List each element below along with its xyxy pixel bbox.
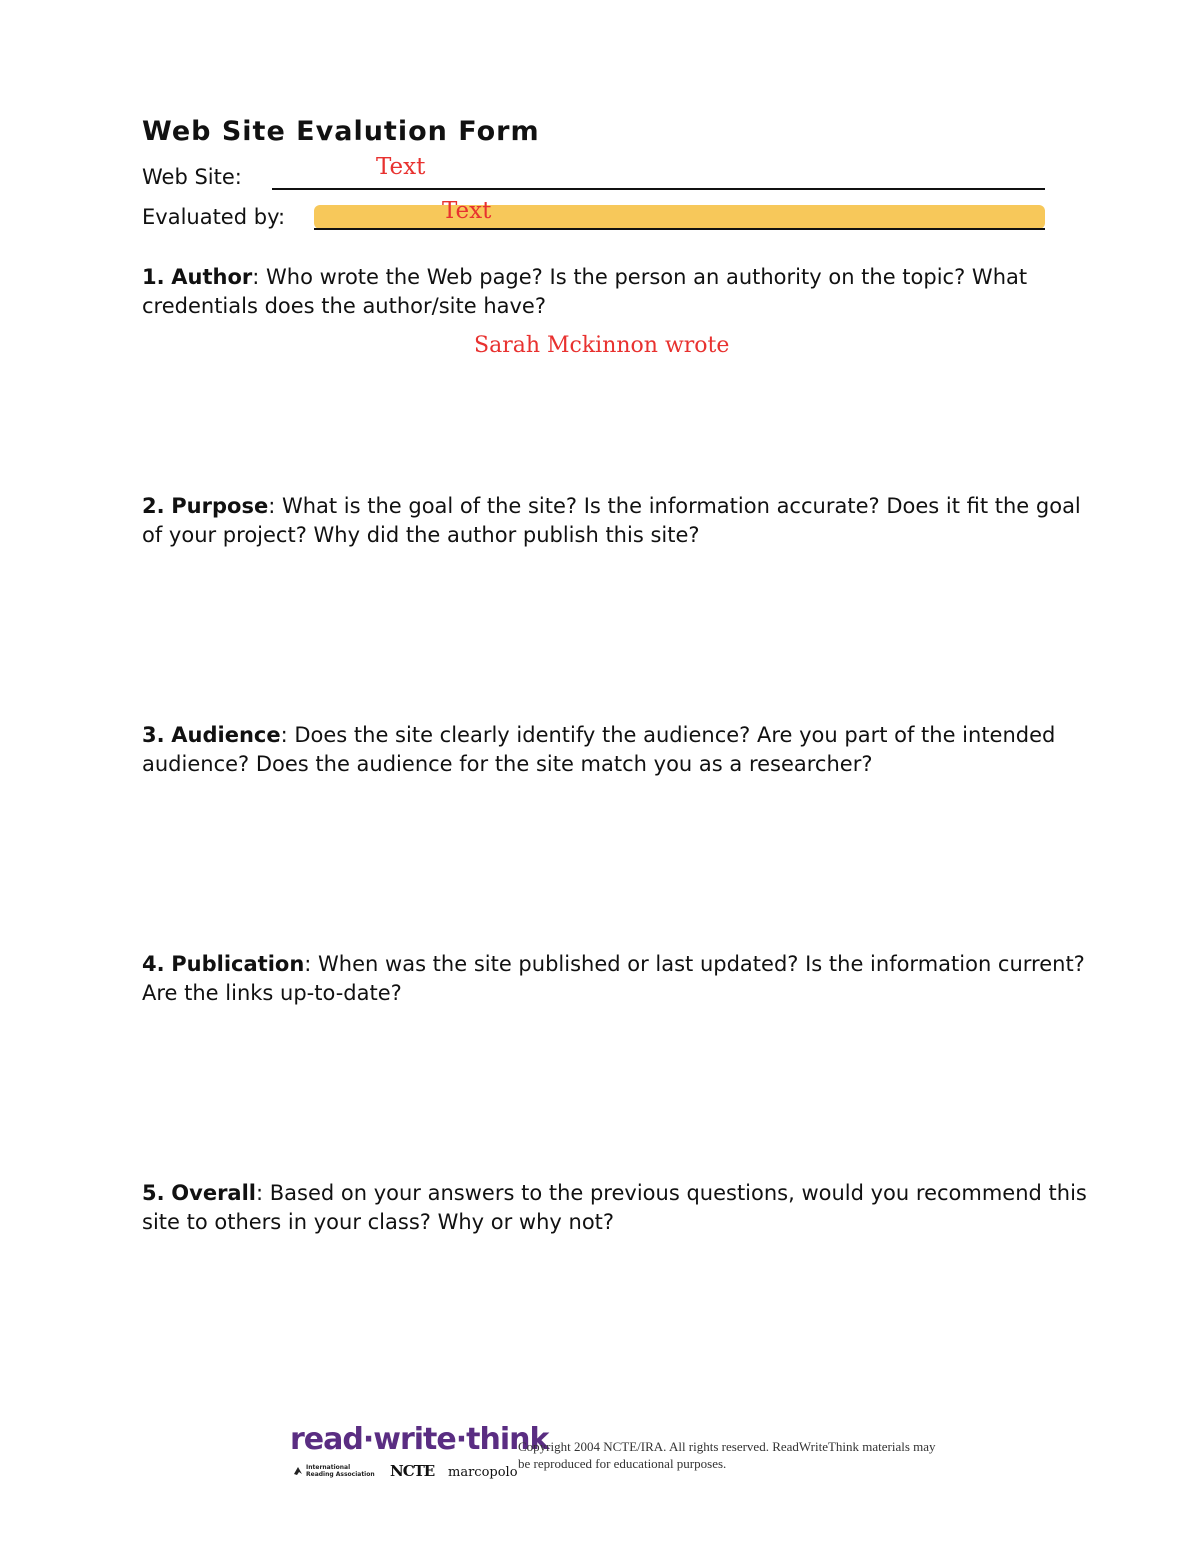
question-number: 1. [142, 265, 165, 289]
question-publication [142, 950, 1092, 1008]
question-text: : What is the goal of the site? Is the information accurate? Does it fit the goal of your project? Why did the author publish this site? [142, 494, 1081, 547]
question-heading: Overall [171, 1181, 256, 1205]
copyright-notice: Copyright 2004 NCTE/IRA. All rights reserved. ReadWriteThink materials may be reproduced for educational purposes. [518, 1439, 936, 1471]
question-number: 4. [142, 952, 165, 976]
question-text: : Does the site clearly identify the audience? Are you part of the intended audience? Does the audience for the site match you as a researcher? [142, 723, 1056, 776]
evaluated-by-value[interactable]: Text [442, 198, 492, 224]
readwritethink-wordmark: read·write·think [290, 1422, 549, 1457]
readwritethink-logo [290, 1422, 549, 1486]
ira-logo-icon [293, 1466, 303, 1476]
ncte-logo: NCTE [390, 1462, 435, 1480]
author-answer[interactable]: Sarah Mckinnon wrote [474, 333, 730, 358]
evaluated-by-label: Evaluated by: [142, 205, 286, 229]
question-heading: Publication [171, 952, 305, 976]
web-site-label: Web Site: [142, 165, 242, 189]
question-text: : Who wrote the Web page? Is the person an authority on the topic? What credentials does the author/site have? [142, 265, 1028, 318]
question-number: 2. [142, 494, 165, 518]
web-site-value[interactable]: Text [376, 154, 426, 180]
web-site-row [142, 150, 1048, 190]
question-overall [142, 1179, 1092, 1237]
question-heading: Purpose [171, 494, 269, 518]
sponsor-logos [290, 1462, 518, 1482]
evaluated-by-line[interactable] [314, 228, 1045, 230]
question-number: 3. [142, 723, 165, 747]
question-text: : When was the site published or last updated? Is the information current? Are the links up-to-date? [142, 952, 1085, 1005]
question-text: : Based on your answers to the previous questions, would you recommend this site to others in your class? Why or why not? [142, 1181, 1087, 1234]
question-number: 5. [142, 1181, 165, 1205]
evaluated-by-row [142, 190, 1048, 230]
question-audience [142, 721, 1092, 779]
evaluated-by-highlight [314, 205, 1045, 229]
question-heading: Audience [171, 723, 281, 747]
marcopolo-logo: marcopolo [448, 1465, 518, 1480]
question-author [142, 263, 1092, 321]
footer [290, 1422, 936, 1488]
ira-logo: International Reading Association [306, 1464, 375, 1478]
question-purpose [142, 492, 1092, 550]
question-heading: Author [171, 265, 253, 289]
page-title: Web Site Evalution Form [142, 116, 540, 147]
